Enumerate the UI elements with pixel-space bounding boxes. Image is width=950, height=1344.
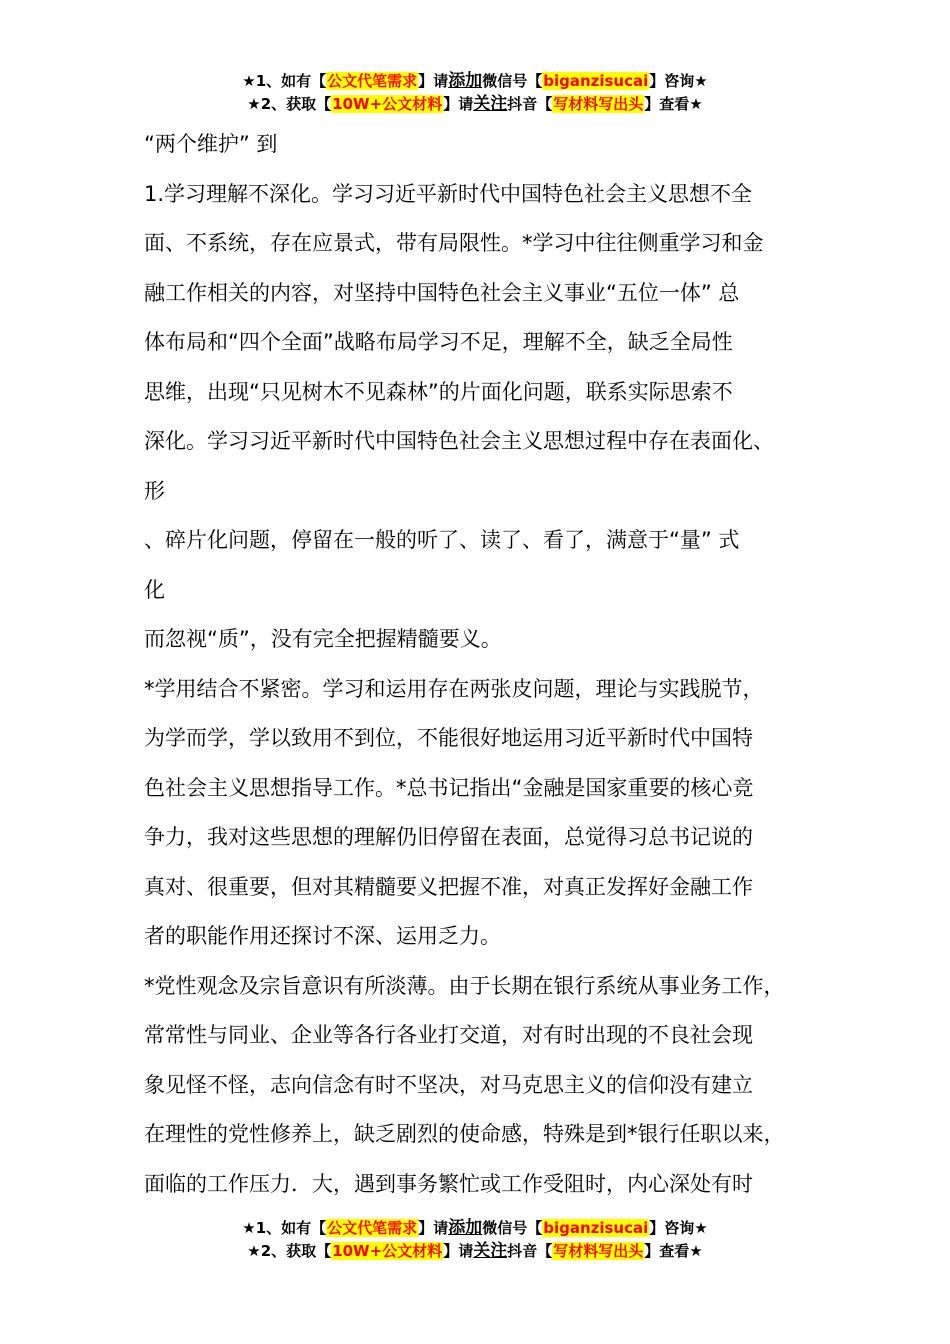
banner-text: 】请 xyxy=(418,1219,449,1237)
text-line: 常常性与同业、企业等各行各业打交道，对有时出现的不良社会现 xyxy=(144,1023,753,1047)
text-line: 、碎片化问题，停留在一般的听了、读了、看了，满意于“量” 式 xyxy=(144,528,740,552)
text-line: 融工作相关的内容，对坚持中国特色社会主义事业“五位一体” 总 xyxy=(144,280,740,305)
text-line: 体布局和“四个全面”战略布局学习不足，理解不全，缺乏全局性 xyxy=(144,330,733,354)
banner-line-1 xyxy=(0,70,950,93)
banner-line-2 xyxy=(0,1240,950,1263)
banner-text: 】请 xyxy=(418,72,449,90)
highlight-materials: 10W+公文材料 xyxy=(332,95,443,113)
highlight-service: 公文代笔需求 xyxy=(327,1219,418,1237)
banner-emphasis: 关注 xyxy=(473,94,508,114)
text-line: *党性观念及宗旨意识有所淡薄。由于长期在银行系统从事业务工作， xyxy=(144,973,785,998)
banner-line-1 xyxy=(0,1217,950,1240)
text-line: 为学而学，学以致用不到位，不能很好地运用习近平新时代中国特 xyxy=(144,726,753,750)
banner-text: 抖音【 xyxy=(507,1242,553,1260)
banner-text: 】查看★ xyxy=(644,95,703,113)
banner-emphasis: 关注 xyxy=(473,1241,508,1261)
text-line: 化 xyxy=(144,577,165,602)
banner-text: ★2、获取【 xyxy=(247,95,332,113)
text-line: 在理性的党性修养上，缺乏剧烈的使命感，特殊是到*银行任职以来， xyxy=(144,1122,785,1146)
text-line: 形 xyxy=(144,478,165,503)
banner-text: 抖音【 xyxy=(507,95,553,113)
banner-emphasis: 添加 xyxy=(448,71,483,91)
banner-text: ★1、如有【 xyxy=(242,1219,327,1237)
text-line: 象见怪不怪，志向信念有时不坚决，对马克思主义的信仰没有建立 xyxy=(144,1072,753,1097)
banner-text: ★2、获取【 xyxy=(247,1242,332,1260)
banner-text: 】咨询★ xyxy=(649,72,708,90)
highlight-douyin-account: 写材料写出头 xyxy=(553,1242,644,1260)
highlight-douyin-account: 写材料写出头 xyxy=(553,95,644,113)
text-line: 而忽视“质”，没有完全把握精髓要义。 xyxy=(144,627,502,651)
highlight-wechat-id: biganzisucai xyxy=(543,72,649,90)
text-line: “两个维护” 到 xyxy=(144,132,278,156)
highlight-wechat-id: biganzisucai xyxy=(543,1219,649,1237)
banner-text: 】请 xyxy=(443,1242,474,1260)
text-line: *学用结合不紧密。学习和运用存在两张皮问题，理论与实践脱节， xyxy=(144,676,764,701)
banner-text: 】请 xyxy=(443,95,474,113)
banner-text: 】咨询★ xyxy=(649,1219,708,1237)
highlight-materials: 10W+公文材料 xyxy=(332,1242,443,1260)
text-line: 面临的工作压力．大，遇到事务繁忙或工作受阻时，内心深处有时 xyxy=(144,1171,753,1196)
highlight-service: 公文代笔需求 xyxy=(327,72,418,90)
banner-emphasis: 添加 xyxy=(448,1218,483,1238)
text-line: 思维，出现“只见树木不见森林”的片面化问题，联系实际思索不 xyxy=(144,379,733,404)
banner-text: 微信号【 xyxy=(482,1219,543,1237)
banner-text: 微信号【 xyxy=(482,72,543,90)
text-line: 真对、很重要，但对其精髓要义把握不准，对真正发挥好金融工作 xyxy=(144,874,753,899)
banner-text: ★1、如有【 xyxy=(242,72,327,90)
document-body xyxy=(144,120,834,1209)
footer-banner xyxy=(0,1217,950,1263)
text-line: 色社会主义思想指导工作。*总书记指出“金融是国家重要的核心竞 xyxy=(144,775,754,800)
text-line: 面、不系统，存在应景式，带有局限性。*学习中往往侧重学习和金 xyxy=(144,231,764,255)
header-banner xyxy=(0,70,950,116)
text-line: 1.学习理解不深化。学习习近平新时代中国特色社会主义思想不全 xyxy=(144,181,753,206)
banner-line-2 xyxy=(0,93,950,116)
banner-text: 】查看★ xyxy=(644,1242,703,1260)
text-line: 争力，我对这些思想的理解仍旧停留在表面，总觉得习总书记说的 xyxy=(144,825,753,849)
text-line: 者的职能作用还探讨不深、运用乏力。 xyxy=(144,924,501,948)
text-line: 深化。学习习近平新时代中国特色社会主义思想过程中存在表面化、 xyxy=(144,429,774,453)
